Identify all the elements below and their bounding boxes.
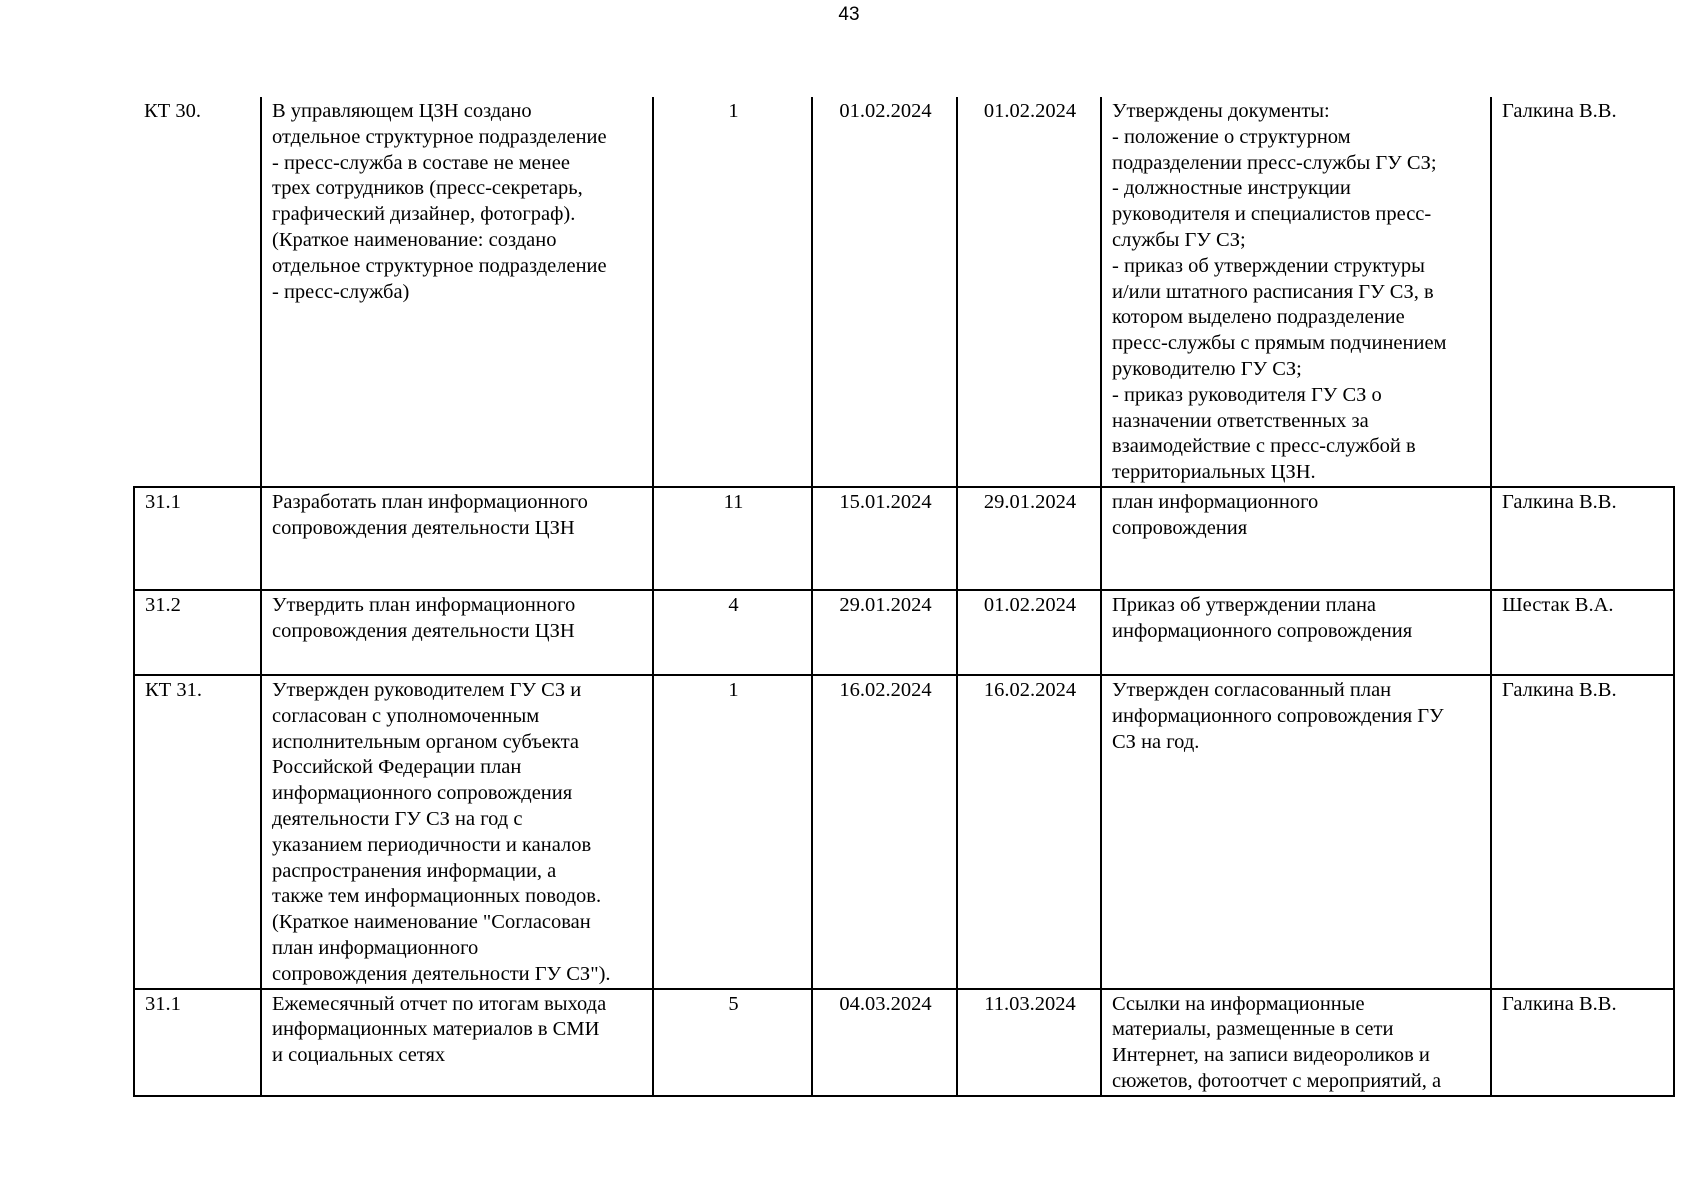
row-task: Разработать план информационного сопровождения деятельности ЦЗН xyxy=(261,487,653,590)
plan-table xyxy=(133,97,1675,1097)
row-id: 31.2 xyxy=(134,590,261,675)
row-id: 31.1 xyxy=(134,487,261,590)
row-end-date: 01.02.2024 xyxy=(957,97,1101,487)
row-task: Утвержден руководителем ГУ СЗ и согласован с уполномоченным исполнительным органом субъекта Российской Федерации план информационного сопровождения деятельности ГУ СЗ на год с указанием периодичности и каналов распространения информации, а также тем информационных поводов. (Краткое наименование "Согласован план информационного сопровождения деятельности ГУ СЗ"). xyxy=(261,675,653,989)
row-task: В управляющем ЦЗН создано отдельное структурное подразделение - пресс-служба в составе не менее трех сотрудников (пресс-секретарь, графический дизайнер, фотограф). (Краткое наименование: создано отдельное структурное подразделение - пресс-служба) xyxy=(261,97,653,487)
table-row xyxy=(134,487,1674,590)
row-id: КТ 30. xyxy=(134,97,261,487)
row-id: КТ 31. xyxy=(134,675,261,989)
table-row xyxy=(134,97,1674,487)
row-result: Утверждены документы: - положение о структурном подразделении пресс-службы ГУ СЗ; - должностные инструкции руководителя и специалистов пресс- службы ГУ СЗ; - приказ об утверждении структуры и/или штатного расписания ГУ СЗ, в котором выделено подразделение пресс-службы с прямым подчинением руководителю ГУ СЗ; - приказ руководителя ГУ СЗ о назначении ответственных за взаимодействие с пресс-службой в территориальных ЦЗН. xyxy=(1101,97,1491,487)
row-responsible: Галкина В.В. xyxy=(1491,675,1674,989)
page-number: 43 xyxy=(838,4,860,25)
row-end-date: 11.03.2024 xyxy=(957,989,1101,1096)
row-responsible: Галкина В.В. xyxy=(1491,989,1674,1096)
row-start-date: 16.02.2024 xyxy=(812,675,957,989)
row-result: Утвержден согласованный план информационного сопровождения ГУ СЗ на год. xyxy=(1101,675,1491,989)
table-row xyxy=(134,590,1674,675)
row-result: Приказ об утверждении плана информационного сопровождения xyxy=(1101,590,1491,675)
row-duration: 4 xyxy=(653,590,812,675)
row-task: Ежемесячный отчет по итогам выхода информационных материалов в СМИ и социальных сетях xyxy=(261,989,653,1096)
row-responsible: Галкина В.В. xyxy=(1491,487,1674,590)
row-result: план информационного сопровождения xyxy=(1101,487,1491,590)
row-duration: 1 xyxy=(653,675,812,989)
row-responsible: Шестак В.А. xyxy=(1491,590,1674,675)
row-responsible: Галкина В.В. xyxy=(1491,97,1674,487)
row-end-date: 29.01.2024 xyxy=(957,487,1101,590)
row-start-date: 15.01.2024 xyxy=(812,487,957,590)
row-end-date: 16.02.2024 xyxy=(957,675,1101,989)
row-duration: 1 xyxy=(653,97,812,487)
row-start-date: 04.03.2024 xyxy=(812,989,957,1096)
table-row xyxy=(134,675,1674,989)
row-result: Ссылки на информационные материалы, размещенные в сети Интернет, на записи видеороликов и сюжетов, фотоотчет с мероприятий, а xyxy=(1101,989,1491,1096)
row-end-date: 01.02.2024 xyxy=(957,590,1101,675)
row-id: 31.1 xyxy=(134,989,261,1096)
table-row xyxy=(134,989,1674,1096)
row-start-date: 01.02.2024 xyxy=(812,97,957,487)
row-duration: 5 xyxy=(653,989,812,1096)
row-task: Утвердить план информационного сопровождения деятельности ЦЗН xyxy=(261,590,653,675)
row-duration: 11 xyxy=(653,487,812,590)
row-start-date: 29.01.2024 xyxy=(812,590,957,675)
